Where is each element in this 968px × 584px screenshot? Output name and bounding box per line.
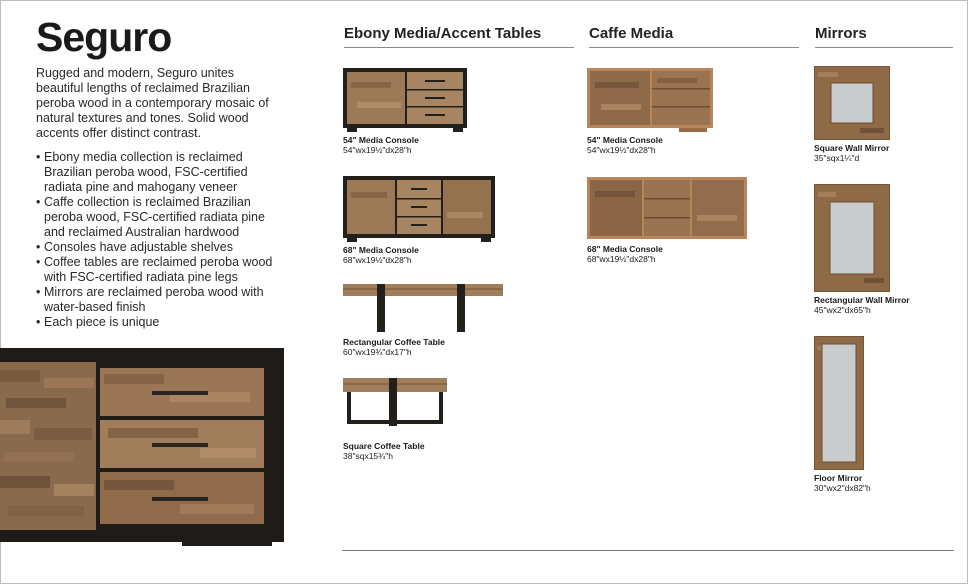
caffe-column-heading: Caffe Media	[589, 25, 799, 48]
product-card[interactable]	[587, 68, 713, 155]
product-card[interactable]	[343, 376, 447, 461]
product-name: Square Wall Mirror	[814, 143, 890, 153]
page-title: Seguro	[36, 14, 172, 60]
product-card[interactable]	[343, 284, 503, 357]
product-dimensions: 68"wx19½"dx28"h	[587, 254, 656, 264]
product-name: 68" Media Console	[343, 245, 419, 255]
feature-item: • Mirrors are reclaimed peroba wood with water-based finish	[36, 285, 286, 315]
product-dimensions: 30"wx2"dx82"h	[814, 483, 871, 493]
mirrors-column-heading: Mirrors	[815, 25, 953, 48]
floor-mirror-image	[814, 336, 864, 470]
rectangular-wall-mirror-image	[814, 184, 890, 292]
product-name: Rectangular Wall Mirror	[814, 295, 910, 305]
product-name: Rectangular Coffee Table	[343, 337, 445, 347]
product-dimensions: 54"wx19½"dx28"h	[343, 145, 412, 155]
product-name: 54" Media Console	[343, 135, 419, 145]
product-card[interactable]	[587, 177, 747, 264]
ebony-column-heading: Ebony Media/Accent Tables	[344, 25, 574, 48]
product-card[interactable]	[343, 176, 495, 265]
intro-text: Rugged and modern, Seguro unites beautiful lengths of reclaimed Brazilian peroba wood in a contemporary mosaic of natural textures and tones. Solid wood accents offer distinct contrast.	[36, 66, 269, 140]
product-name: Floor Mirror	[814, 473, 863, 483]
feature-item: • Caffe collection is reclaimed Brazilian peroba wood, FSC-certified radiata pine and reclaimed Australian hardwood	[36, 195, 286, 240]
product-name: 54" Media Console	[587, 135, 663, 145]
feature-item: • Each piece is unique	[36, 315, 286, 330]
product-name: 68" Media Console	[587, 244, 663, 254]
product-card[interactable]	[814, 336, 871, 493]
product-dimensions: 45"wx2"dx65"h	[814, 305, 871, 315]
rectangular-coffee-table-image	[343, 284, 503, 334]
caffe-68-console-image	[587, 177, 747, 241]
square-coffee-table-image	[343, 376, 447, 438]
product-card[interactable]	[814, 184, 910, 315]
product-card[interactable]	[343, 68, 467, 155]
ebony-54-console-image	[343, 68, 467, 132]
caffe-54-console-image	[587, 68, 713, 132]
ebony-68-console-image	[343, 176, 495, 242]
feature-list	[36, 150, 286, 330]
feature-item: • Consoles have adjustable shelves	[36, 240, 286, 255]
bottom-divider	[342, 550, 954, 551]
product-dimensions: 38"sqx15¾"h	[343, 451, 393, 461]
square-wall-mirror-image	[814, 66, 890, 140]
product-dimensions: 54"wx19½"dx28"h	[587, 145, 656, 155]
product-dimensions: 35"sqx1¼"d	[814, 153, 860, 163]
hero-console-image	[0, 348, 284, 552]
product-dimensions: 60"wx19¾"dx17"h	[343, 347, 412, 357]
feature-item: • Ebony media collection is reclaimed Brazilian peroba wood, FSC-certified radiata pine and mahogany veneer	[36, 150, 286, 195]
product-card[interactable]	[814, 66, 890, 163]
product-dimensions: 68"wx19½"dx28"h	[343, 255, 412, 265]
product-name: Square Coffee Table	[343, 441, 425, 451]
feature-item: • Coffee tables are reclaimed peroba wood with FSC-certified radiata pine legs	[36, 255, 286, 285]
